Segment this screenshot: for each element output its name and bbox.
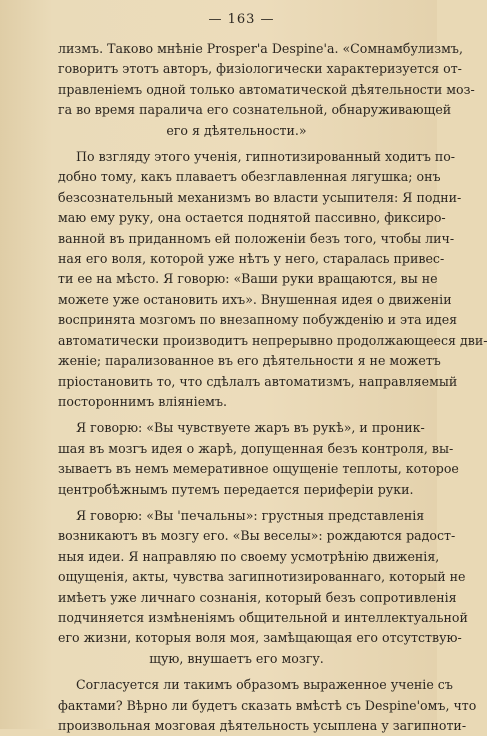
text-line: его я дѣятельности.»	[166, 122, 307, 138]
page-number: — 163 —	[208, 12, 275, 27]
text-line: воспринята мозгомъ по внезапному побужденію и эта идея	[58, 312, 458, 328]
paragraph-5	[58, 675, 477, 736]
text-line: Я говорю: «Вы 'печальны»: грустныя представленія	[76, 507, 425, 523]
text-line: его жизни, которыя воля моя, замѣщающая его отсутствую-	[58, 630, 462, 646]
paragraph-4	[58, 506, 468, 669]
paragraph-3	[58, 418, 459, 500]
text-line: Согласуется ли такимъ образомъ выраженное ученіе съ	[76, 677, 453, 693]
text-line: га во время паралича его сознательной, обнаруживающей	[58, 102, 452, 118]
text-line: ощущенія, акты, чувства загипнотизированнаго, который не	[58, 569, 466, 585]
text-line: щую, внушаетъ его мозгу.	[149, 650, 324, 666]
text-line: ванной въ приданномъ ей положеніи безъ того, чтобы лич-	[58, 230, 455, 246]
text-line: имѣетъ уже личнаго сознанія, который безъ сопротивленія	[58, 589, 457, 605]
text-line: ныя идеи. Я направляю по своему усмотрѣнію движенія,	[58, 548, 440, 564]
text-line: постороннимъ вліяніемъ.	[58, 393, 227, 409]
text-line: маю ему руку, она остается поднятой пассивно, фиксиро-	[58, 210, 446, 226]
paragraph-1	[58, 39, 475, 141]
text-line: зываетъ въ немъ мемеративное ощущеніе теплоты, которое	[58, 461, 459, 477]
text-line: возникаютъ въ мозгу его. «Вы веселы»: рождаются радост-	[58, 528, 456, 544]
text-line: Я говорю: «Вы чувствуете жаръ въ рукѣ», и проник-	[76, 420, 425, 436]
text-line: По взгляду этого ученія, гипнотизированный ходитъ по-	[76, 149, 456, 165]
text-line: ти ее на мѣсто. Я говорю: «Ваши руки вращаются, вы не	[58, 271, 438, 287]
text-line: автоматически производитъ непрерывно продолжающееся дви-	[58, 332, 487, 348]
text-line: можете уже остановить ихъ». Внушенная идея о движеніи	[58, 291, 452, 307]
text-line: ная его воля, которой уже нѣтъ у него, старалась привес-	[58, 251, 445, 267]
text-line: правленіемъ одной только автоматической дѣятельности моз-	[58, 81, 475, 97]
text-line: говоритъ этотъ авторъ, физіологически характеризуется от-	[58, 61, 462, 77]
text-line: лизмъ. Таково мнѣніе Prosper'a Despine'a. «Сомнамбулизмъ,	[58, 41, 463, 56]
text-line: фактами? Вѣрно ли будетъ сказать вмѣстѣ съ Despine'омъ, что	[58, 697, 477, 713]
text-line: подчиняется измѣненіямъ общительной и интеллектуальной	[58, 609, 468, 625]
text-line: добно тому, какъ плаваетъ обезглавленная лягушка; онъ	[58, 169, 441, 185]
text-line: произвольная мозговая дѣятельность усыплена у загипноти-	[58, 718, 467, 733]
text-line: женіе; парализованное въ его дѣятельности я не можетъ	[58, 353, 441, 369]
text-line: центробѣжнымъ путемъ передается периферіи руки.	[58, 481, 414, 497]
text-line: пріостановить то, что сдѣлалъ автоматизмъ, направляемый	[58, 373, 458, 389]
paragraph-2	[58, 147, 487, 412]
text-line: безсознательный механизмъ во власти усыпителя: Я подни-	[58, 189, 462, 205]
text-line: шая въ мозгъ идея о жарѣ, допущенная безъ контроля, вы-	[58, 440, 454, 456]
